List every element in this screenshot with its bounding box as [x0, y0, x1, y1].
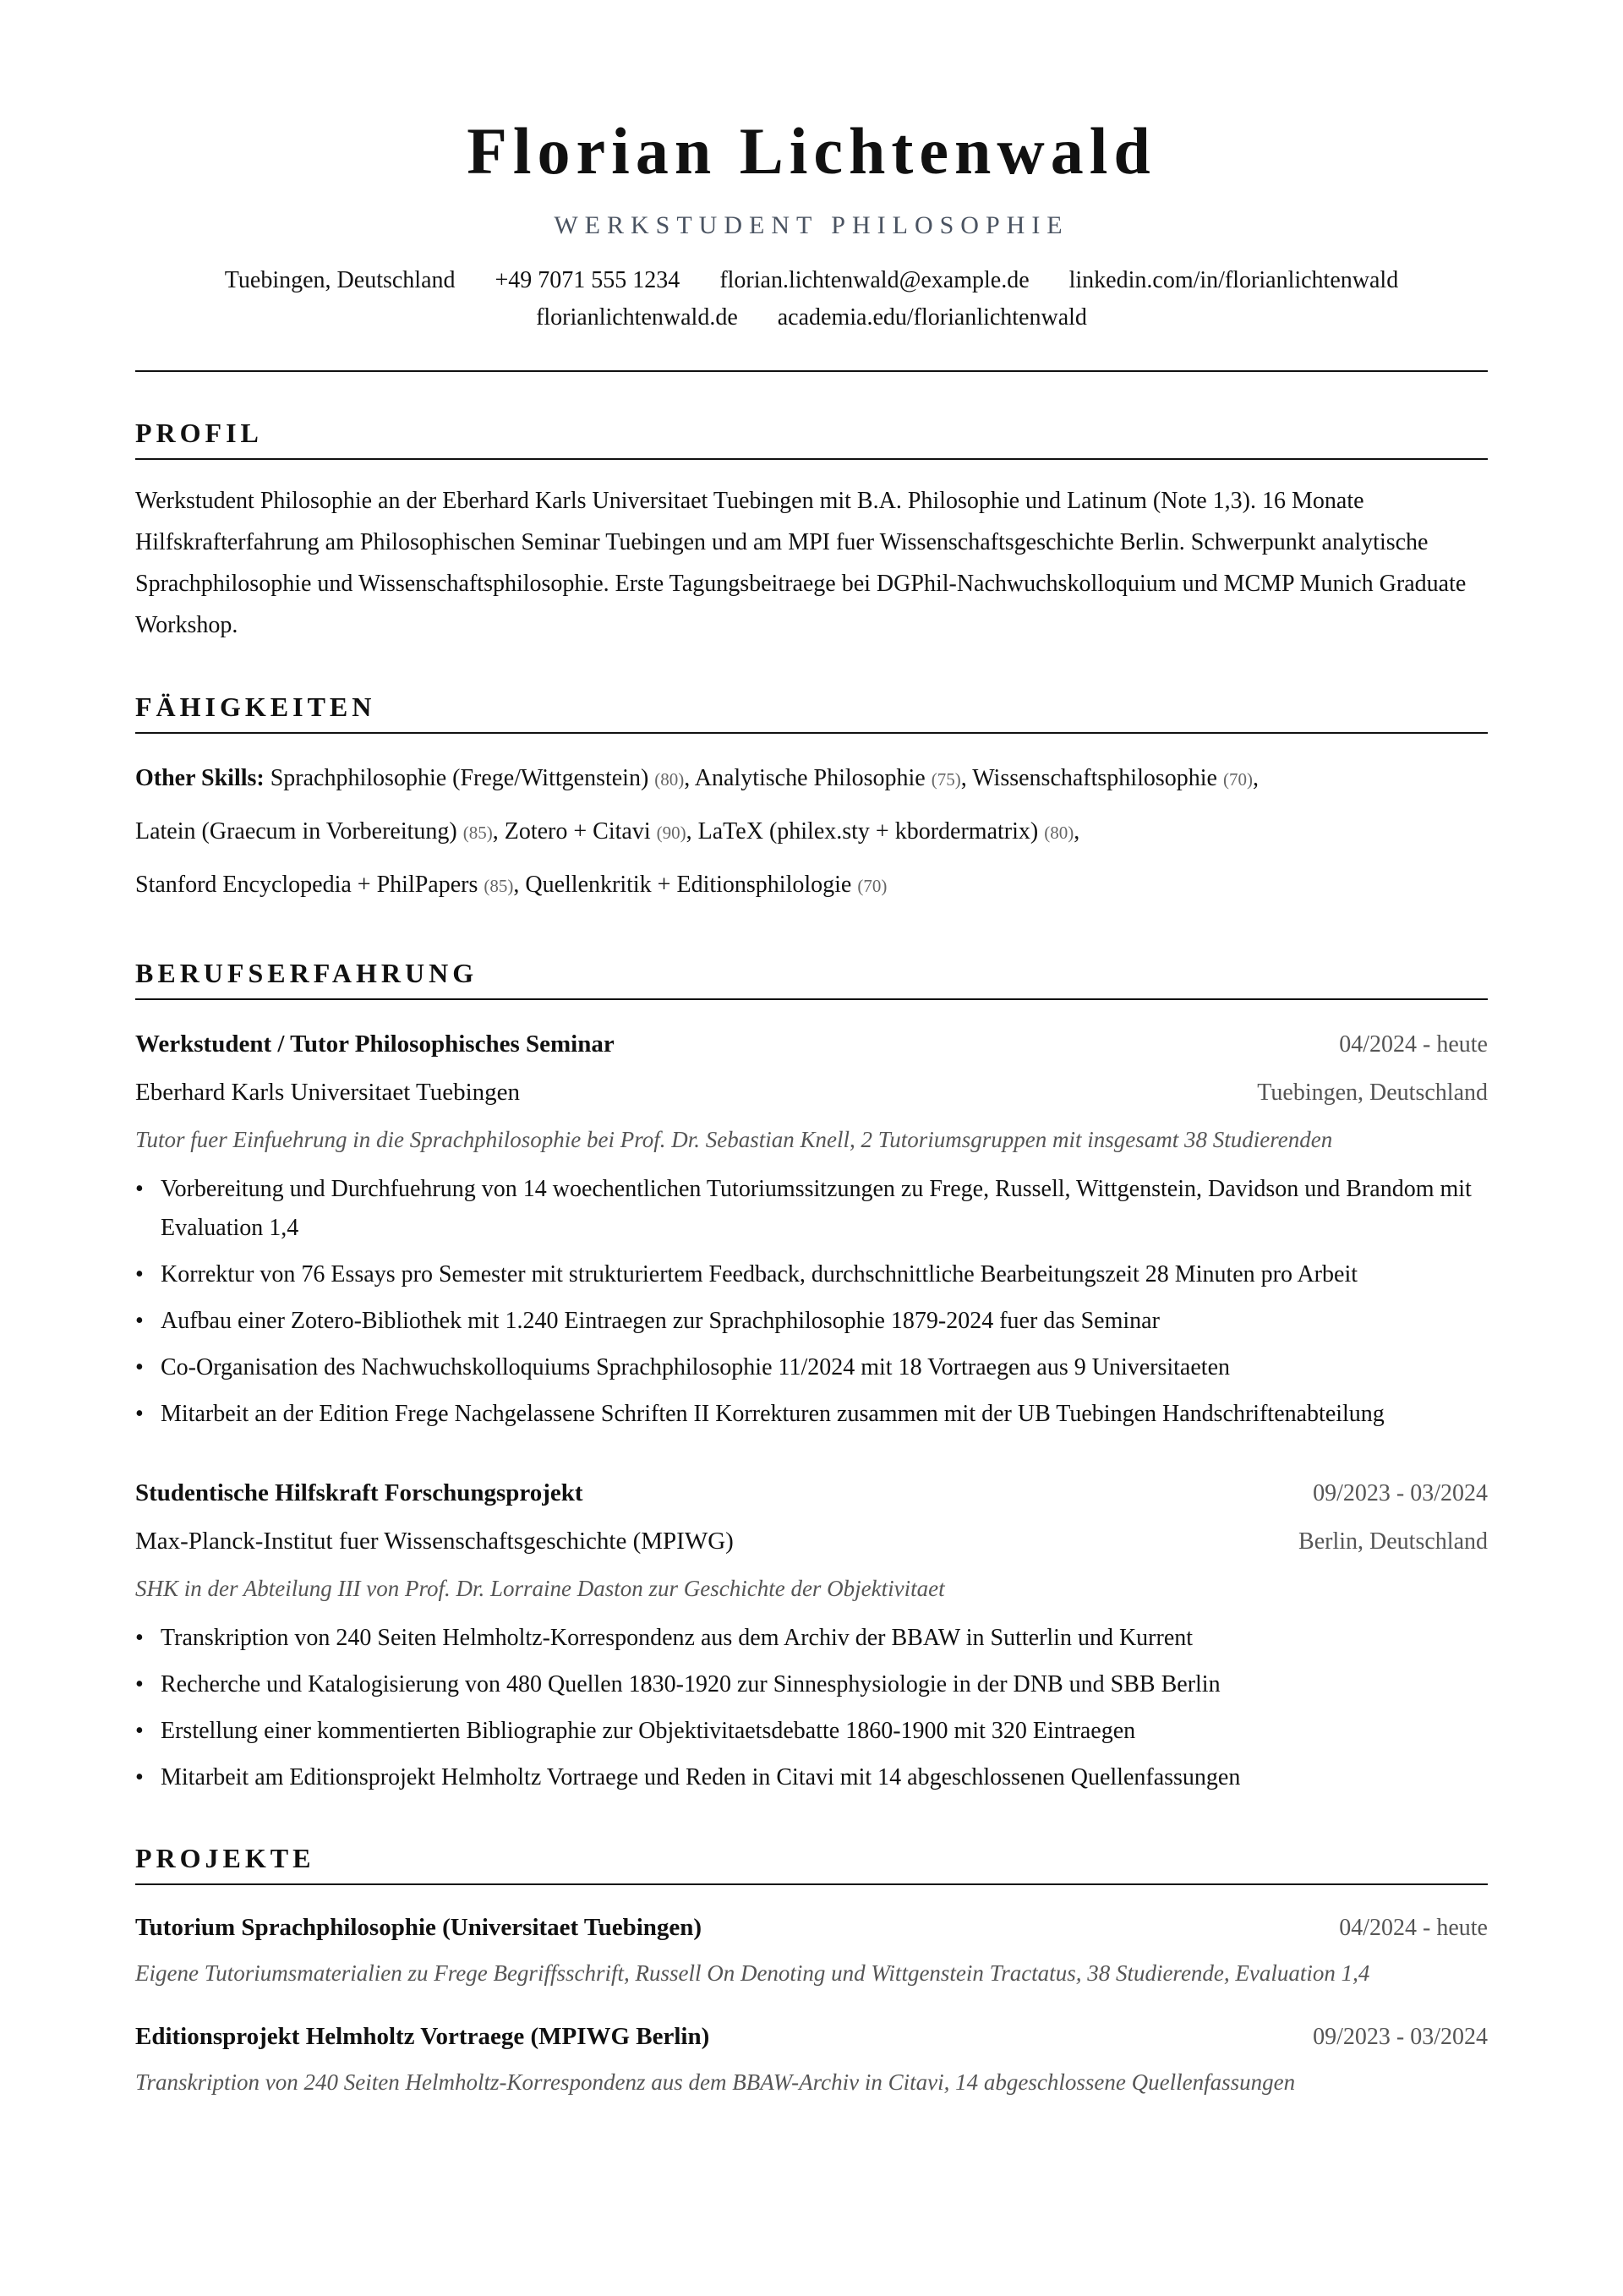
- skills-heading: FÄHIGKEITEN: [135, 693, 1488, 734]
- job-bullets: [135, 1619, 1488, 1797]
- job-entry: [135, 1469, 1488, 1797]
- skill-level: (75): [931, 769, 961, 790]
- contact-linkedin[interactable]: linkedin.com/in/florianlichtenwald: [1068, 267, 1399, 293]
- skill-item: Zotero + Citavi (90),: [504, 818, 692, 845]
- list-item: • Mitarbeit am Editionsprojekt Helmholtz Vortraege und Reden in Citavi mit 14 abgeschlossenen Quellenfassungen: [135, 1758, 1488, 1797]
- job-location: Tuebingen, Deutschland: [1257, 1080, 1488, 1106]
- experience-section: [135, 959, 1488, 1797]
- job-company: Eberhard Karls Universitaet Tuebingen: [135, 1079, 521, 1106]
- skill-level: (85): [484, 876, 514, 896]
- project-title: Tutorium Sprachphilosophie (Universitaet Tuebingen): [135, 1914, 702, 1941]
- skills-section: [135, 693, 1488, 912]
- candidate-role: WERKSTUDENT PHILOSOPHIE: [554, 211, 1069, 239]
- experience-heading: BERUFSERFAHRUNG: [135, 959, 1488, 1000]
- profile-summary: Werkstudent Philosophie an der Eberhard Karls Universitaet Tuebingen mit B.A. Philosophie und Latinum (Note 1,3). 16 Monate Hilfskrafterfahrung am Philosophischen Seminar Tuebingen und am MPI fuer Wissenschaftsgeschichte Berlin. Schwerpunkt analytische Sprachphilosophie und Wissenschaftsphilosophie. Erste Tagungsbeitraege bei DGPhil-Nachwuchskolloquium und MCMP Munich Graduate Workshop.: [135, 488, 1467, 638]
- skill-level: (80): [1044, 823, 1074, 843]
- list-item: • Transkription von 240 Seiten Helmholtz-Korrespondenz aus dem Archiv der BBAW in Sutterlin und Kurrent: [135, 1619, 1488, 1658]
- list-item: • Aufbau einer Zotero-Bibliothek mit 1.240 Eintraegen zur Sprachphilosophie 1879-2024 fuer das Seminar: [135, 1302, 1488, 1341]
- project-title: Editionsprojekt Helmholtz Vortraege (MPIWG Berlin): [135, 2023, 710, 2050]
- skill-item: LaTeX (philex.sty + kbordermatrix) (80),: [697, 818, 1080, 845]
- contact-location: Tuebingen, Deutschland: [224, 267, 456, 293]
- skill-level: (85): [462, 823, 493, 843]
- contact-academia[interactable]: academia.edu/florianlichtenwald: [777, 304, 1087, 331]
- contact-email[interactable]: florian.lichtenwald@example.de: [719, 267, 1030, 293]
- job-dates: 09/2023 - 03/2024: [1313, 1480, 1488, 1506]
- candidate-name: Florian Lichtenwald: [467, 114, 1156, 188]
- job-description: SHK in der Abteilung III von Prof. Dr. Lorraine Daston zur Geschichte der Objektivitaet: [135, 1576, 945, 1601]
- skill-level: (80): [654, 769, 685, 790]
- resume-header: [135, 0, 1488, 372]
- list-item: • Co-Organisation des Nachwuchskolloquiums Sprachphilosophie 11/2024 mit 18 Vortraegen aus 9 Universitaeten: [135, 1348, 1488, 1387]
- list-item: • Mitarbeit an der Edition Frege Nachgelassene Schriften II Korrekturen zusammen mit der UB Tuebingen Handschriftenabteilung: [135, 1395, 1488, 1434]
- skill-item: Quellenkritik + Editionsphilologie (70): [525, 872, 888, 898]
- list-item: • Vorbereitung und Durchfuehrung von 14 woechentlichen Tutoriumssitzungen zu Frege, Russell, Wittgenstein, Davidson und Brandom mit Evaluation 1,4: [135, 1170, 1488, 1248]
- contact-info: [135, 262, 1488, 336]
- skill-item: Latein (Graecum in Vorbereitung) (85),: [135, 818, 499, 845]
- project-dates: 04/2024 - heute: [1339, 1915, 1488, 1941]
- profile-section: [135, 419, 1488, 646]
- projects-section: [135, 1845, 1488, 2103]
- job-description: Tutor fuer Einfuehrung in die Sprachphilosophie bei Prof. Dr. Sebastian Knell, 2 Tutoriumsgruppen mit insgesamt 38 Studierenden: [135, 1127, 1333, 1152]
- project-description: Eigene Tutoriumsmaterialien zu Frege Begriffsschrift, Russell On Denoting und Wittgenstein Tractatus, 38 Studierende, Evaluation 1,4: [135, 1960, 1370, 1986]
- project-entry: [135, 1904, 1488, 1994]
- skills-label: Other Skills:: [135, 765, 265, 791]
- skill-level: (70): [1222, 769, 1253, 790]
- project-dates: 09/2023 - 03/2024: [1313, 2024, 1488, 2050]
- skill-level: (70): [857, 876, 888, 896]
- header-divider: [135, 370, 1488, 372]
- job-title: Studentische Hilfskraft Forschungsprojekt: [135, 1479, 583, 1506]
- job-dates: 04/2024 - heute: [1339, 1031, 1488, 1058]
- list-item: • Korrektur von 76 Essays pro Semester mit strukturiertem Feedback, durchschnittliche Bearbeitungszeit 28 Minuten pro Arbeit: [135, 1255, 1488, 1294]
- skills-list: [135, 752, 1488, 912]
- job-title: Werkstudent / Tutor Philosophisches Seminar: [135, 1030, 615, 1058]
- contact-phone[interactable]: +49 7071 555 1234: [495, 267, 680, 293]
- skill-item: Stanford Encyclopedia + PhilPapers (85),: [135, 872, 520, 898]
- job-bullets: [135, 1170, 1488, 1434]
- job-location: Berlin, Deutschland: [1298, 1528, 1488, 1555]
- skill-item: Sprachphilosophie (Frege/Wittgenstein) (80),: [270, 765, 691, 791]
- projects-heading: PROJEKTE: [135, 1845, 1488, 1885]
- skill-item: Wissenschaftsphilosophie (70),: [972, 765, 1259, 791]
- contact-line-1: [135, 262, 1488, 299]
- job-company: Max-Planck-Institut fuer Wissenschaftsgeschichte (MPIWG): [135, 1528, 734, 1555]
- list-item: • Erstellung einer kommentierten Bibliographie zur Objektivitaetsdebatte 1860-1900 mit 320 Eintraegen: [135, 1712, 1488, 1751]
- project-entry: [135, 2013, 1488, 2103]
- skill-level: (90): [656, 823, 686, 843]
- contact-website[interactable]: florianlichtenwald.de: [536, 304, 738, 331]
- project-description: Transkription von 240 Seiten Helmholtz-Korrespondenz aus dem BBAW-Archiv in Citavi, 14 abgeschlossene Quellenfassungen: [135, 2069, 1296, 2095]
- list-item: • Recherche und Katalogisierung von 480 Quellen 1830-1920 zur Sinnesphysiologie in der DNB und SBB Berlin: [135, 1665, 1488, 1704]
- contact-line-2: [135, 299, 1488, 336]
- job-entry: [135, 1020, 1488, 1434]
- profile-heading: PROFIL: [135, 419, 1488, 460]
- skill-item: Analytische Philosophie (75),: [694, 765, 967, 791]
